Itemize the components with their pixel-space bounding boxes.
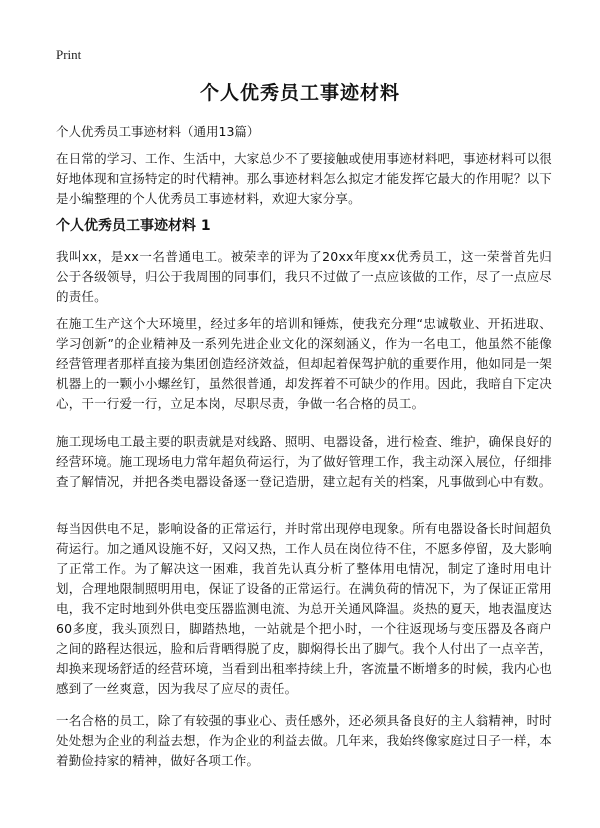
document-subtitle: 个人优秀员工事迹材料（通用13篇） <box>56 124 260 139</box>
body-paragraph: 我叫xx，是xx一名普通电工。被荣幸的评为了20xx年度xx优秀员工，这一荣誉首先归公于各级领导，归公于我周围的同事们，我只不过做了一点应该做的工作，尽了一点应尽的责任。 <box>56 249 552 304</box>
print-link[interactable]: Print <box>56 47 82 62</box>
page-title: 个人优秀员工事迹材料 <box>199 82 400 104</box>
intro-paragraph: 在日常的学习、工作、生活中，大家总少不了要接触或使用事迹材料吧，事迹材料可以很好地体现和宣扬特定的时代精神。那么事迹材料怎么拟定才能发挥它最大的作用呢？以下是小编整理的个人优秀员工事迹材料，欢迎大家分享。 <box>56 151 552 206</box>
body-paragraph: 在施工生产这个大环境里，经过多年的培训和锤炼，使我充分理“忠诚敬业、开拓进取、学习创新”的企业精神及一系列先进企业文化的深刻涵义，作为一名电工，他虽然不能像经营管理者那样直接为集团创造经济效益，但却起着保驾护航的重要作用，他如同是一架机器上的一颗小小螺丝钉，虽然很普通，却发挥着不可缺少的作用。因此，我暗自下定决心，干一行爱一行，立足本岗，尽职尽责，争做一名合格的员工。 <box>56 316 552 411</box>
body-paragraph: 每当因供电不足，影响设备的正常运行，并时常出现停电现象。所有电器设备长时间超负荷运行。加之通风设施不好，又闷又热，工作人员在岗位待不住，不愿多停留，及大影响了正常工作。为了解决这一困难，我首先认真分析了整体用电情况，制定了逢时用电计划，合理地限制照明用电，保证了设备的正常运行。在满负荷的情况下，为了保证正常用电，我不定时地到外供电变压器监测电流、为总开关通风降温。炎热的夏天，地表温度达60多度，我头顶烈日，脚踏热地，一站就是个把小时，一个往返现场与变压器及各商户之间的路程达很远，脸和后背晒得脱了皮，脚焖得长出了脚气。我个人付出了一点辛苦，却换来现场舒适的经营环境，当看到出租率持续上升，客流量不断增多的时候，我内心也感到了一丝爽意，因为我尽了应尽的责任。 <box>56 521 552 696</box>
body-paragraph: 一名合格的员工，除了有较强的事业心、责任感外，还必须具备良好的主人翁精神，时时处处想为企业的利益去想，作为企业的利益去做。几年来，我始终像家庭过日子一样，本着勤俭持家的精神，做好各项工作。 <box>56 713 552 768</box>
section-heading: 个人优秀员工事迹材料 1 <box>56 218 211 234</box>
body-paragraph: 施工现场电工最主要的职责就是对线路、照明、电器设备，进行检查、维护，确保良好的经营环境。施工现场电力常年超负荷运行，为了做好管理工作，我主动深入展位，仔细排查了解情况，并把各类电器设备逐一登记造册，建立起有关的档案，凡事做到心中有数。 <box>56 434 552 489</box>
